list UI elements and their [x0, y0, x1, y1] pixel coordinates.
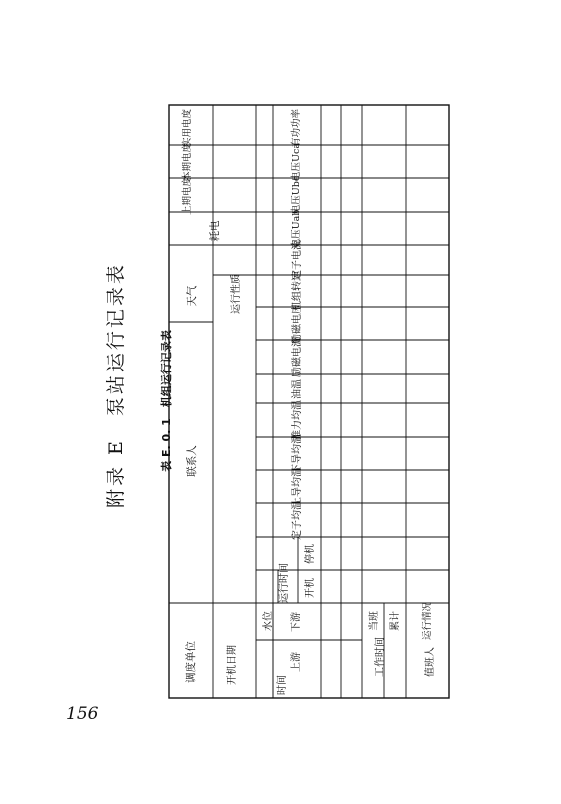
- upper-guide-temp-label: 上导均温: [292, 467, 303, 507]
- run-time-label: 运行时间: [279, 563, 290, 603]
- oil-temp-label: 油温: [292, 379, 303, 399]
- contact-label: 联系人: [186, 445, 198, 477]
- excitation-current-label: 励磁电流: [292, 337, 303, 377]
- dispatch-unit-label: 调度单位: [185, 641, 197, 683]
- voltage-uca-label: 电压Uca: [291, 143, 302, 181]
- table-border: [169, 105, 449, 698]
- actual-usage-label: 实用电度: [182, 109, 193, 148]
- voltage-uab-label: 电压Uab: [291, 209, 302, 249]
- weather-label: 天气: [186, 285, 198, 307]
- excitation-voltage-label: 励磁电压: [292, 304, 303, 344]
- appendix-title: 附录 E 泵站运行记录表: [105, 262, 127, 508]
- voltage-ubc-label: 电压Ubc: [291, 175, 302, 215]
- thrust-temp-label: 推力均温: [292, 400, 303, 440]
- current-shift-label: 当班: [369, 611, 380, 631]
- downstream-label: 下游: [291, 612, 302, 632]
- curr-reading-label: 本期电度: [182, 143, 193, 182]
- stator-temp-label: 定子均温: [292, 500, 303, 540]
- power-consumption-label: 耗电: [209, 220, 221, 242]
- stop-label: 停机: [305, 544, 316, 564]
- lower-guide-temp-label: 下导均温: [292, 434, 303, 474]
- operation-status-label: 运行情况: [422, 602, 433, 641]
- work-time-label: 工作时间: [375, 637, 386, 677]
- prev-reading-label: 上期电度: [182, 177, 193, 216]
- active-power-factor-label: 有功功率: [291, 109, 302, 148]
- table-title: 表 E. 0. 1 机组运行记录表: [160, 330, 173, 472]
- time-label: 时间: [277, 675, 288, 695]
- page-number: 156: [66, 704, 99, 724]
- cumulative-label: 累计: [390, 611, 401, 631]
- water-level-label: 水位: [263, 611, 274, 631]
- operation-nature-label: 运行性质: [231, 274, 242, 314]
- unit-speed-label: 机组转速: [292, 271, 303, 311]
- stator-current-label: 定子电流: [292, 240, 303, 280]
- on-duty-label: 值班人: [425, 647, 436, 677]
- start-label: 开机: [305, 578, 316, 598]
- start-date-label: 开机日期: [227, 645, 238, 685]
- upstream-label: 上游: [291, 652, 302, 672]
